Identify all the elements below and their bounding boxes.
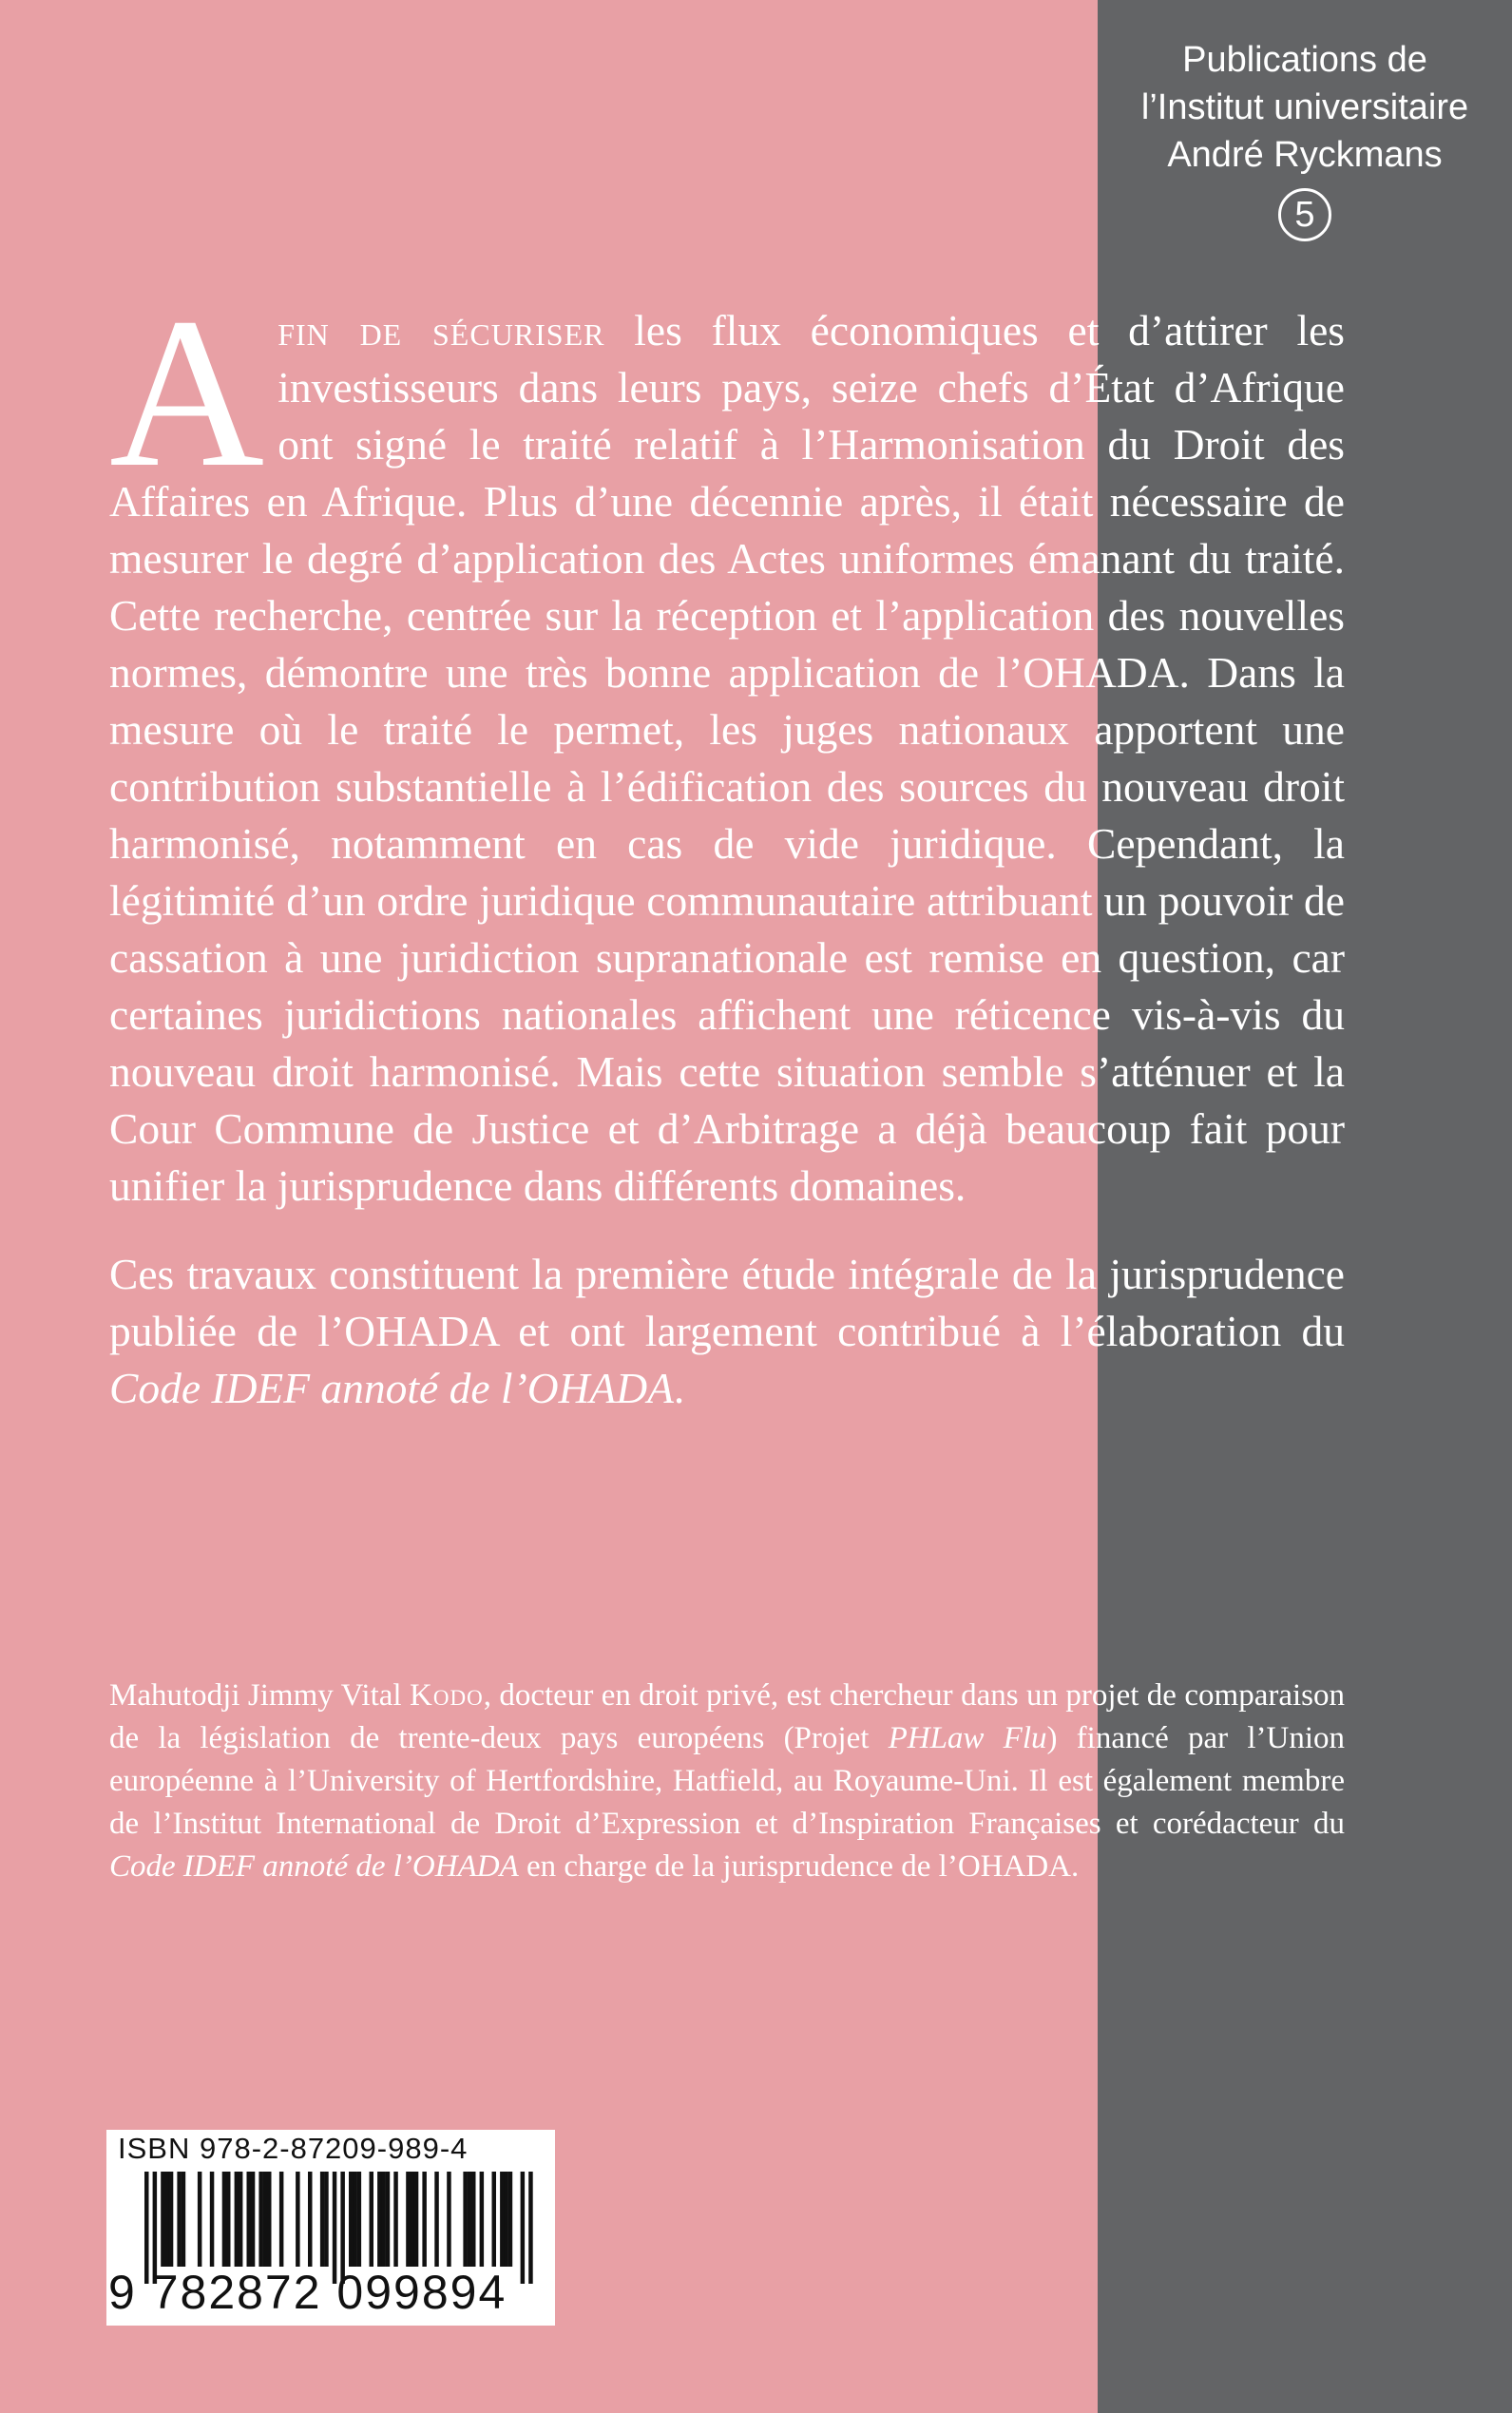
barcode-bar [279, 2172, 284, 2267]
barcode-bar [381, 2172, 386, 2267]
barcode-bar [161, 2172, 165, 2267]
barcode-bar [500, 2172, 505, 2267]
barcode-bar [263, 2172, 268, 2267]
isbn-barcode [106, 2130, 555, 2326]
barcode-bar [239, 2172, 243, 2267]
barcode-bar [210, 2172, 215, 2267]
barcode-bar [353, 2172, 357, 2267]
project-name-italic: PHLaw Flu [888, 1721, 1047, 1755]
code-title-italic-bio: Code IDEF annoté de l’OHADA [109, 1849, 519, 1884]
barcode-bar [528, 2172, 533, 2284]
barcode-bar [492, 2172, 497, 2267]
barcode-bar [324, 2172, 329, 2267]
barcode-bar [468, 2172, 472, 2267]
barcode-bar [177, 2172, 182, 2267]
author-bio-text-3: en charge de la jurisprudence de l’OHADA. [518, 1849, 1080, 1884]
barcode-bar [393, 2172, 398, 2267]
barcode-bar [471, 2172, 476, 2267]
barcode-bar [169, 2172, 174, 2267]
barcode-bar [370, 2172, 374, 2267]
series-number-badge: 5 [1278, 188, 1331, 241]
author-bio-text-1: , docteur en droit privé, est chercheur dans un projet de comparaison de la législation de trente-deux pays européens (Projet [109, 1678, 1345, 1755]
barcode-bar [296, 2172, 300, 2267]
ean-digits: 9 782872 099894 [108, 2266, 507, 2319]
barcode-bar [349, 2172, 354, 2267]
barcode-bar [165, 2172, 170, 2267]
blurb-paragraph-2-end: . [673, 1364, 685, 1412]
barcode-bar [377, 2172, 382, 2267]
barcode-bar [308, 2172, 313, 2267]
author-bio-paragraph [109, 1675, 1345, 1888]
barcode-bar [508, 2172, 513, 2267]
author-surname: Kodo [410, 1678, 484, 1713]
blurb-paragraph-2 [109, 1246, 1345, 1417]
author-bio [109, 1675, 1345, 1888]
barcode-bar [463, 2172, 468, 2267]
barcode-bar [406, 2172, 411, 2267]
blurb-paragraph-2-start: Ces travaux constituent la première étude intégrale de la jurisprudence publiée de l’OHADA et ont largement contribué à l’élaboration du [109, 1250, 1345, 1355]
author-bio-text-2: ) financé par l’Union européenne à l’University of Hertfordshire, Hatfield, au Royaume-Uni. Il est également membre de l’Institut International de Droit d’Expression et d’Inspiration Françaises et corédacteur du [109, 1721, 1345, 1841]
barcode-bar [422, 2172, 427, 2267]
blurb-paragraph-1 [109, 274, 1346, 1215]
barcode-bar [386, 2172, 391, 2267]
blurb-paragraph-1-text: les flux économiques et d’attirer les investisseurs dans leurs pays, seize chefs d’État d’Afrique ont signé le traité relatif à l’Harmonisation du Droit des Affaires en Afrique. Plus d’une décennie après, il était nécessaire de mesurer le degré d’application des Actes uniformes émanant du traité. Cette recherche, centrée sur la réception et l’application des nouvelles normes, démontre une très bonne application de l’OHADA. Dans la mesure où le traité le permet, les juges nationaux apportent une contribution substantielle à l’édification des sources du nouveau droit harmonisé, notamment en cas de vide juridique. Cependant, la légitimité d’un ordre juridique communautaire attribuant un pouvoir de cassation à une juridiction supranationale est remise en question, car certaines juridictions nationales affichent une réticence vis-à-vis du nouveau droit harmonisé. Mais cette situation semble s’atténuer et la Cour Commune de Justice et d’Arbitrage a déjà beaucoup fait pour unifier la jurisprudence dans différents domaines. [109, 306, 1346, 1210]
barcode-bar [504, 2172, 508, 2267]
barcode-bar [235, 2172, 239, 2267]
barcode-bar [411, 2172, 415, 2267]
back-cover-blurb [109, 274, 1346, 1417]
isbn-label: ISBN 978-2-87209-989-4 [118, 2132, 469, 2165]
series-line-3: André Ryckmans [1167, 135, 1443, 175]
series-line-2: l’Institut universitaire [1140, 87, 1469, 127]
barcode-bar [247, 2172, 252, 2267]
barcode-bar [251, 2172, 256, 2267]
barcode-bar [258, 2172, 263, 2267]
barcode-bar [434, 2172, 439, 2267]
barcode-bar [182, 2172, 186, 2267]
series-line-1: Publications de [1182, 40, 1427, 80]
barcode-bar [267, 2172, 272, 2267]
barcode-bar [226, 2172, 231, 2267]
drop-cap: A [109, 274, 265, 511]
barcode-bar [414, 2172, 419, 2267]
code-title-italic: Code IDEF annoté de l’OHADA [109, 1364, 674, 1412]
barcode-bar [447, 2172, 451, 2267]
barcode-bar [320, 2172, 325, 2267]
author-name: Mahutodji Jimmy Vital [109, 1678, 411, 1713]
series-info [1098, 36, 1512, 241]
barcode-bar [222, 2172, 227, 2267]
barcode-bar [357, 2172, 362, 2267]
barcode-bar [480, 2172, 485, 2267]
opening-small-caps: fin de sécuriser [278, 306, 605, 354]
barcode-bar [521, 2172, 526, 2284]
barcode-bar [198, 2172, 202, 2267]
